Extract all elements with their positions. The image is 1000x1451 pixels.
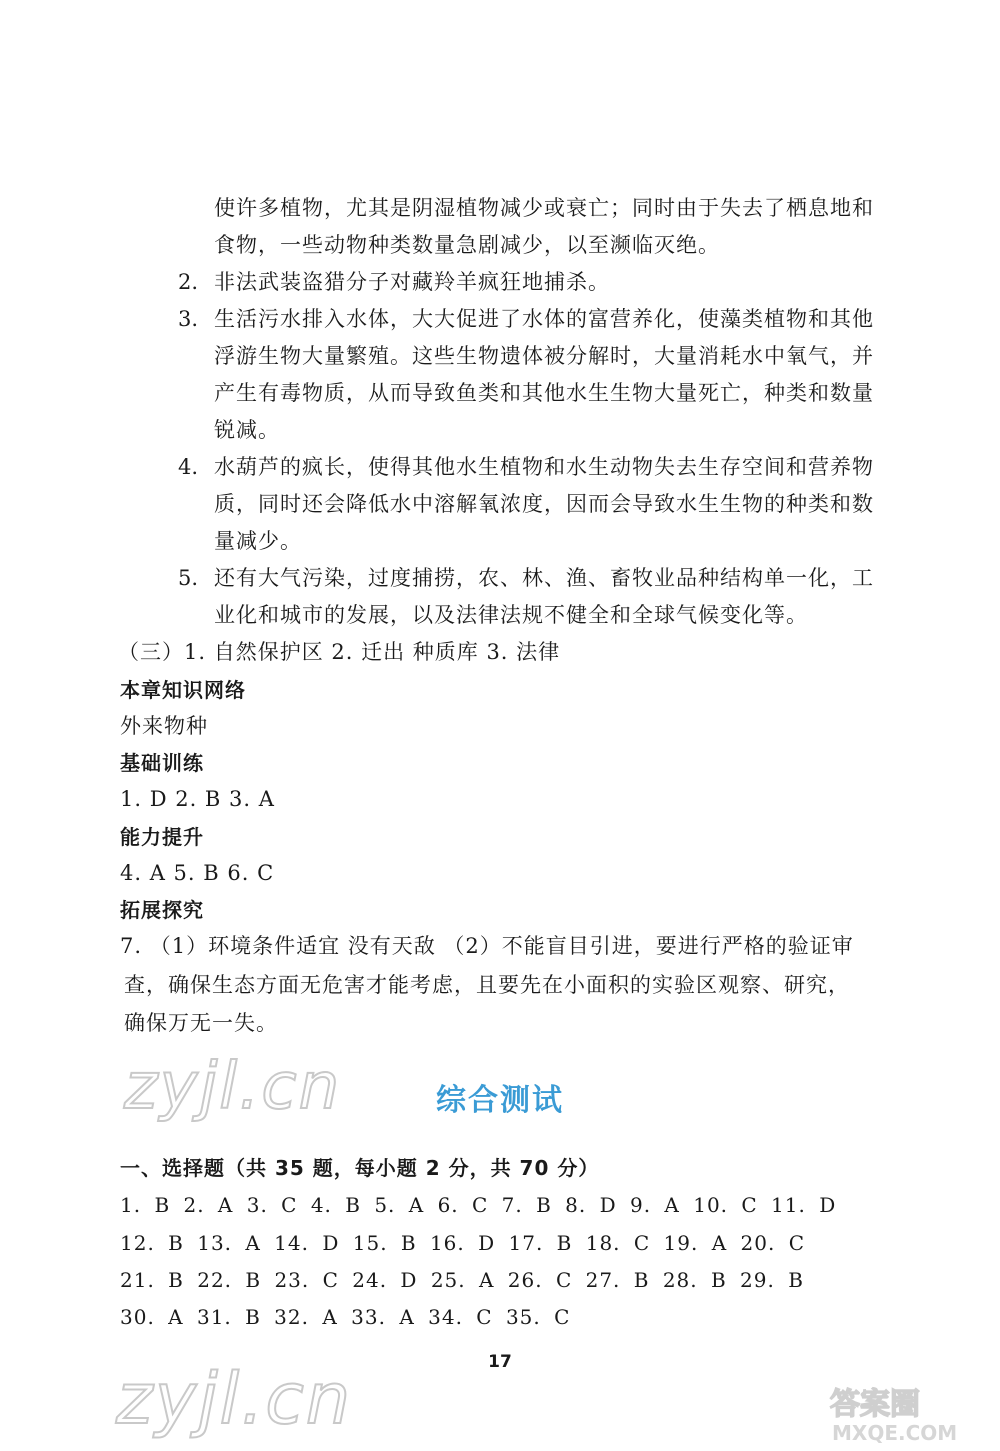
paragraph-line: 使许多植物，尤其是阴湿植物减少或衰亡；同时由于失去了栖息地和 <box>214 196 874 220</box>
explore-line: 7. （1）环境条件适宜 没有天敌 （2）不能盲目引进，要进行严格的验证审 <box>120 934 854 958</box>
heading-explore: 拓展探究 <box>120 898 204 922</box>
item-number: 2. <box>178 270 199 294</box>
paragraph-line: 食物，一些动物种类数量急剧减少，以至濒临灭绝。 <box>214 233 720 257</box>
paragraph-line: 水葫芦的疯长，使得其他水生植物和水生动物失去生存空间和营养物 <box>214 455 874 479</box>
explore-line: 确保万无一失。 <box>124 1011 278 1035</box>
test-section-heading: 一、选择题（共 35 题，每小题 2 分，共 70 分） <box>120 1156 600 1180</box>
heading-ability: 能力提升 <box>120 825 204 849</box>
paragraph-line: 量减少。 <box>214 529 302 553</box>
page-number: 17 <box>488 1352 512 1372</box>
answer-row: 30. A 31. B 32. A 33. A 34. C 35. C <box>120 1305 571 1329</box>
watermark-logo: zyjl.cn <box>124 1050 342 1124</box>
watermark-badge <box>822 1380 982 1446</box>
section-title: 综合测试 <box>436 1083 564 1118</box>
paragraph-line: 产生有毒物质，从而导致鱼类和其他水生生物大量死亡，种类和数量 <box>214 381 874 405</box>
paragraph-line: 业化和城市的发展，以及法律法规不健全和全球气候变化等。 <box>214 603 808 627</box>
explore-line: 查，确保生态方面无危害才能考虑，且要先在小面积的实验区观察、研究， <box>124 973 850 997</box>
part-three-answers: （三）1. 自然保护区 2. 迁出 种质库 3. 法律 <box>118 640 561 664</box>
badge-icon <box>822 1380 982 1446</box>
paragraph-line: 锐减。 <box>214 418 280 442</box>
heading-basic: 基础训练 <box>120 751 204 775</box>
basic-answers: 1. D 2. B 3. A <box>120 787 275 811</box>
paragraph-line: 生活污水排入水体，大大促进了水体的富营养化，使藻类植物和其他 <box>214 307 874 331</box>
paragraph-line: 非法武装盗猎分子对藏羚羊疯狂地捕杀。 <box>214 270 610 294</box>
heading-network: 本章知识网络 <box>120 678 246 702</box>
watermark-logo: zyjl.cn <box>116 1358 353 1440</box>
answer-row: 12. B 13. A 14. D 15. B 16. D 17. B 18. C 19. A 20. C <box>120 1231 805 1255</box>
paragraph-line: 浮游生物大量繁殖。这些生物遗体被分解时，大量消耗水中氧气，并 <box>214 344 874 368</box>
item-number: 3. <box>178 307 199 331</box>
answer-row: 1. B 2. A 3. C 4. B 5. A 6. C 7. B 8. D 9. A 10. C 11. D <box>120 1193 837 1217</box>
ability-answers: 4. A 5. B 6. C <box>120 861 275 885</box>
network-answer: 外来物种 <box>120 714 208 738</box>
paragraph-line: 还有大气污染，过度捕捞，农、林、渔、畜牧业品种结构单一化，工 <box>214 566 874 590</box>
badge-bottom-text: MXQE.COM <box>832 1421 958 1445</box>
badge-top-text: 答案圈 <box>830 1387 920 1422</box>
answer-row: 21. B 22. B 23. C 24. D 25. A 26. C 27. B 28. B 29. B <box>120 1268 804 1292</box>
item-number: 5. <box>178 566 199 590</box>
paragraph-line: 质，同时还会降低水中溶解氧浓度，因而会导致水生生物的种类和数 <box>214 492 874 516</box>
item-number: 4. <box>178 455 199 479</box>
